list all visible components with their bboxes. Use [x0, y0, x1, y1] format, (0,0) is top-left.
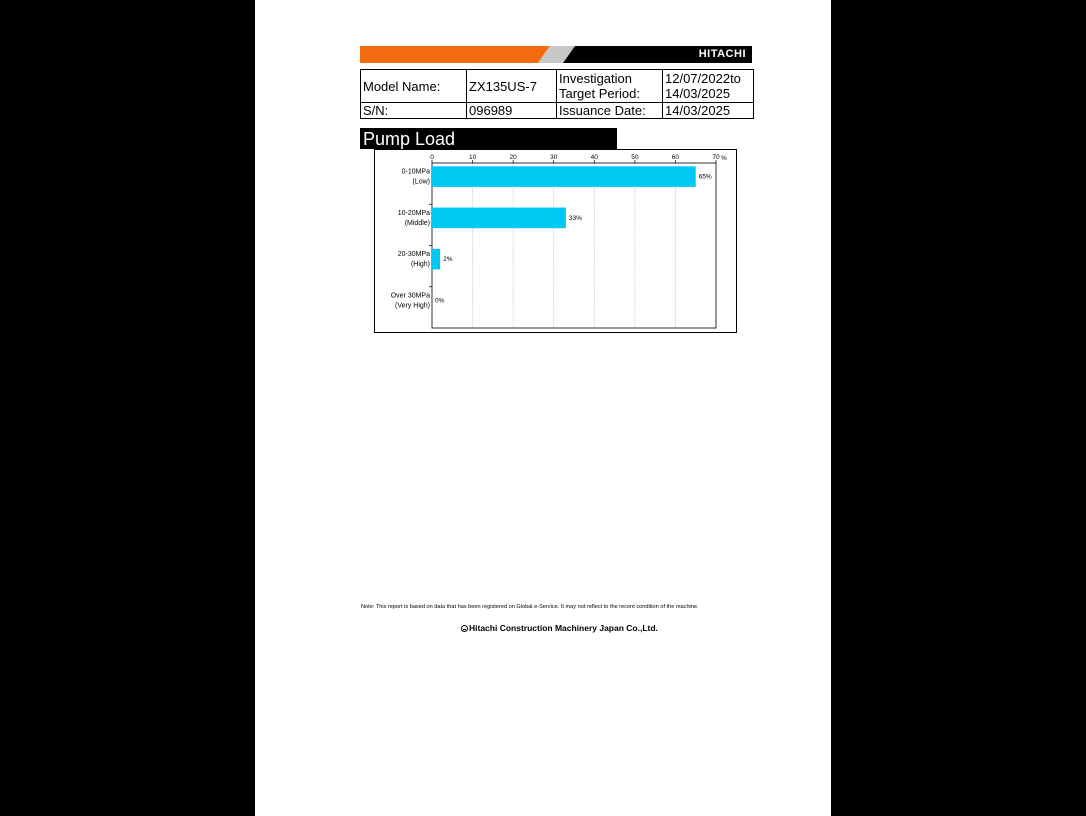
x-tick-label: 20	[509, 154, 517, 161]
investigation-period-label	[557, 70, 663, 103]
company-name	[461, 623, 658, 633]
model-name-label: Model Name:	[361, 70, 467, 103]
investigation-period-value	[663, 70, 754, 103]
category-label: 0-10MPa	[401, 168, 430, 176]
investigation-period-start: 12/07/2022to	[665, 71, 741, 86]
category-sublabel: (Low)	[412, 178, 430, 186]
x-tick-label: 70	[712, 154, 720, 161]
x-tick-label: 0	[430, 154, 434, 161]
data-label: 33%	[568, 214, 582, 222]
model-name-value: ZX135US-7	[467, 70, 557, 103]
info-table	[360, 69, 754, 119]
company-name-text: Hitachi Construction Machinery Japan Co.,Ltd.	[469, 623, 658, 633]
category-sublabel: (Middle)	[404, 219, 430, 227]
plot-area	[432, 163, 716, 328]
x-tick-label: 10	[468, 154, 477, 161]
data-label: 2%	[443, 256, 453, 264]
category-label: 10-20MPa	[397, 209, 430, 217]
bar	[432, 249, 440, 270]
x-tick-label: 40	[590, 154, 598, 161]
data-label: 65%	[698, 173, 712, 181]
x-tick-label: 30	[550, 154, 558, 161]
x-tick-label: 50	[631, 154, 639, 161]
investigation-period-label-line1: Investigation	[559, 71, 632, 86]
data-label: 0%	[435, 297, 445, 305]
bar	[432, 208, 566, 229]
serial-number-label: S/N:	[361, 103, 467, 119]
category-label: Over 30MPa	[390, 292, 430, 300]
hitachi-emblem-icon	[461, 625, 468, 632]
category-label: 20-30MPa	[397, 251, 430, 259]
investigation-period-end: 14/03/2025	[665, 86, 731, 101]
issuance-date-label: Issuance Date:	[557, 103, 663, 119]
section-title: Pump Load	[360, 128, 617, 149]
bar	[432, 166, 696, 187]
hitachi-logo: HITACHI	[698, 48, 746, 60]
category-sublabel: (Very High)	[394, 302, 430, 310]
issuance-date-value: 14/03/2025	[663, 103, 754, 119]
report-page	[255, 0, 831, 816]
x-tick-label: 60	[671, 154, 680, 161]
serial-number-value: 096989	[467, 103, 557, 119]
pump-load-chart	[374, 149, 737, 333]
x-unit-label: %	[721, 155, 727, 162]
investigation-period-label-line2: Target Period:	[559, 86, 640, 101]
footer-note: Note: This report is based on data that has been registered on Global e-Service. It may not reflect to the recent condition of the machine.	[361, 604, 699, 610]
category-sublabel: (High)	[410, 261, 430, 269]
pump-load-chart-svg	[375, 150, 738, 334]
